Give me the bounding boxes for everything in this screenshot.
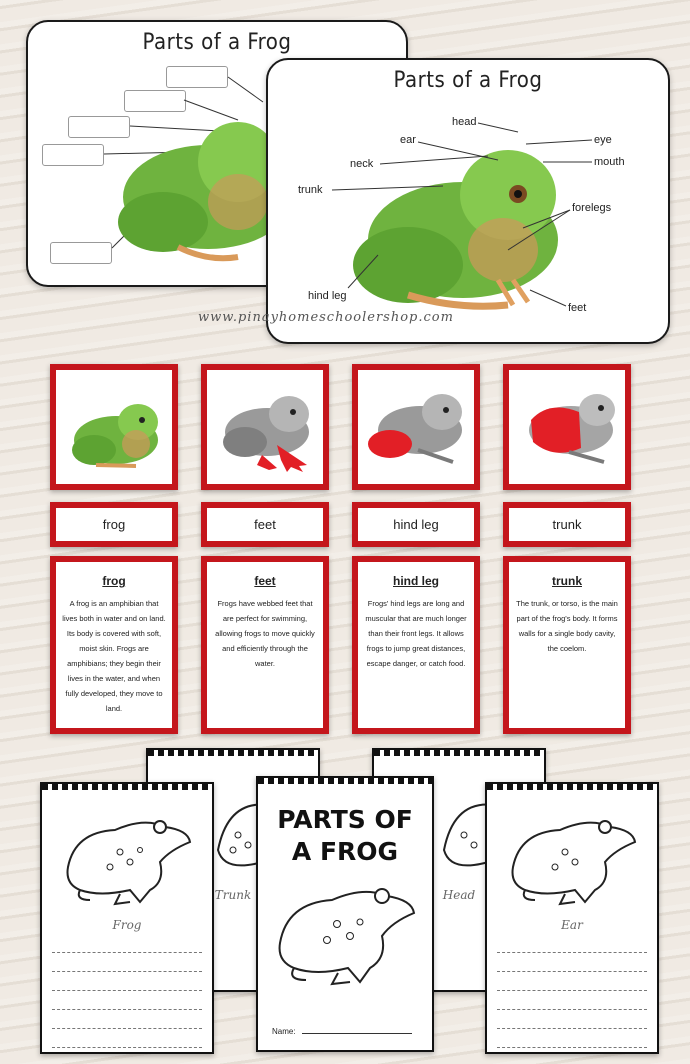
definition-title: feet (254, 574, 276, 588)
labeled-poster (266, 58, 670, 344)
label-card-frog: frog (50, 502, 178, 547)
booklet-page-ear (485, 782, 659, 1054)
frog-image-hind-leg-highlight (358, 370, 474, 484)
label-trunk: trunk (298, 184, 323, 196)
definition-text: Frogs' hind legs are long and muscular that are much longer than their front legs. It allows frogs to jump great distances, escape danger, or catch food. (365, 599, 467, 668)
booklet-cover (256, 776, 434, 1052)
label-card-trunk: trunk (503, 502, 631, 547)
label-neck: neck (350, 158, 374, 170)
definition-card-feet (201, 556, 329, 734)
label-card-feet: feet (201, 502, 329, 547)
label-ear: ear (400, 134, 416, 146)
definition-text: Frogs have webbed feet that are perfect for swimming, allowing frogs to move quickly and efficiently through the water. (215, 599, 315, 668)
label-hind-leg: hind leg (308, 290, 347, 302)
watermark: www.pinayhomeschoolershop.com (198, 310, 454, 325)
frog-image (56, 370, 172, 484)
booklet-word: Ear (561, 918, 583, 932)
label-eye: eye (594, 134, 612, 146)
definition-card-frog (50, 556, 178, 734)
frog-image-trunk-highlight (509, 370, 625, 484)
writing-lines (497, 934, 647, 1048)
label-feet: feet (568, 302, 587, 314)
writing-lines (52, 934, 202, 1048)
cover-title-line-1: PARTS OF (277, 805, 413, 834)
frog-outline-drawing (272, 878, 420, 988)
label-card-hind-leg: hind leg (352, 502, 480, 547)
frog-outline-drawing (505, 812, 640, 907)
booklet-word: Head (442, 888, 476, 902)
definition-text: A frog is an amphibian that lives both in water and on land. Its body is covered with soft, moist skin. Frogs are amphibians; they begin their lives in the water, and when fully developed, they move to land. (62, 599, 166, 713)
definition-card-hind-leg (352, 556, 480, 734)
image-card-trunk (503, 364, 631, 490)
definition-title: trunk (552, 574, 582, 588)
image-card-feet (201, 364, 329, 490)
image-card-frog (50, 364, 178, 490)
image-card-hind-leg (352, 364, 480, 490)
poster-title: Parts of a Frog (142, 30, 292, 55)
name-field (272, 1027, 412, 1036)
frog-photo (88, 62, 278, 272)
label-head: head (452, 116, 477, 128)
definition-title: hind leg (393, 574, 439, 588)
definition-card-trunk (503, 556, 631, 734)
cover-title (258, 804, 432, 868)
name-label: Name: (272, 1027, 296, 1036)
poster-title: Parts of a Frog (393, 68, 543, 93)
frog-image-feet-highlight (207, 370, 323, 484)
definition-title: frog (102, 574, 126, 588)
booklet-page-frog (40, 782, 214, 1054)
label-forelegs: forelegs (572, 202, 612, 214)
frog-outline-drawing (60, 812, 195, 907)
label-mouth: mouth (594, 156, 625, 168)
cover-title-line-2: A FROG (291, 837, 399, 866)
label-leader-lines (268, 60, 668, 342)
booklet-word: Trunk (214, 888, 252, 902)
booklet-word: Frog (112, 918, 142, 932)
definition-text: The trunk, or torso, is the main part of the frog's body. It forms walls for a single body cavity, the coelom. (516, 599, 618, 653)
